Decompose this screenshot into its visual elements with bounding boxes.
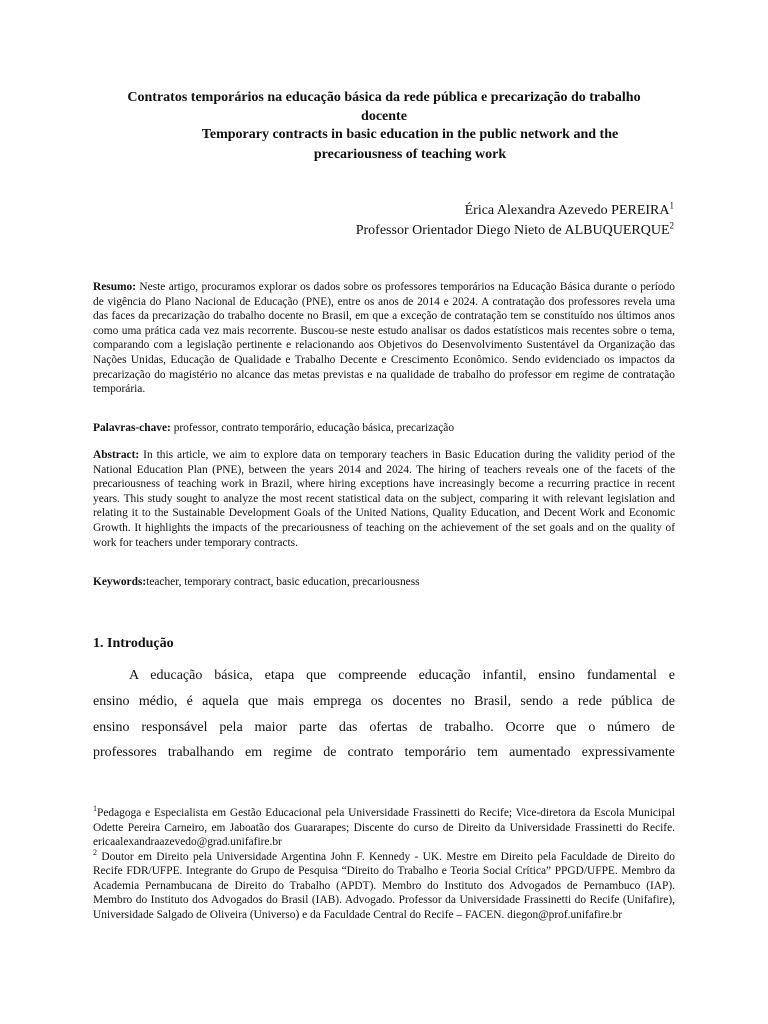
footnote-1 [93,806,675,850]
title-portuguese [93,88,675,126]
abstract-text: In this article, we aim to explore data on temporary teachers in Basic Education during the validity period of the National Education Plan (PNE), between the years 2014 and 2024. The hiring of teachers reveals one of the facets of the precariousness of teaching work in Brazil, where hiring exceptions have increasingly become a recurring practice in recent years. This study sought to analyze the most recent statistical data on the subject, comparing it with relevant legislation and relating it to the Sustainable Development Goals of the United Nations, Quality Education, and Decent Work and Economic Growth. It highlights the impacts of the precariousness of teaching on the achievement of the set goals and on the quality of work for teachers under temporary contracts. [93,449,676,549]
author-1-footnote-mark: 1 [669,200,674,211]
abstract-label: Abstract: [93,449,140,461]
body-line: professores trabalhando em regime de contrato temporário tem aumentado expressivamente [93,745,675,761]
keywords-label: Keywords: [93,576,147,588]
section-heading-introducao: 1. Introdução [93,636,174,651]
title-en-line2: precariousness of teaching work [313,147,507,162]
author-2-footnote-mark: 2 [669,220,674,231]
palavras-chave-text: professor, contrato temporário, educação básica, precarização [173,422,455,434]
footnote-2-text: Doutor em Direito pela Universidade Argentina John F. Kennedy - UK. Mestre em Direito pela Faculdade de Direito do Recife FDR/UFPE. Integrante do Grupo de Pesquisa “Direito do Trabalho e Teoria Social Crítica” PPGD/UFPE. Membro da Academia Pernambucana de Direito do Trabalho (APDT). Membro do Instituto dos Advogados de Pernambuco (IAP). Membro do Instituto dos Advogados do Brasil (IAB). Advogado. Professor da Universidade Frassinetti do Recife (Unifafire), Universidade Salgado de Oliveira (Universo) e da Faculdade Central do Recife – FACEN. diegon@prof.unifafire.br [93,850,675,921]
palavras-chave-label: Palavras-chave: [93,422,171,434]
title-pt-line1: Contratos temporários na educação básica da rede pública e precarização do trabalho [127,90,641,105]
footnote-1-mark: 1 [93,804,97,814]
body-line: ensino responsável pela maior parte das ofertas de trabalho. Ocorre que o número de [93,719,675,735]
keywords-text: teacher, temporary contract, basic education, precariousness [146,576,420,588]
body-line: ensino médio, é aquela que mais emprega os docentes no Brasil, sendo a rede pública de [93,693,675,709]
palavras-chave-paragraph [93,421,675,436]
author-1-name: Érica Alexandra Azevedo PEREIRA [464,203,670,218]
title-en-line1: Temporary contracts in basic education in the public network and the [201,127,619,142]
footnote-1-text: Pedagoga e Especialista em Gestão Educacional pela Universidade Frassinetti do Recife; Vice-diretora da Escola Municipal Odette Pereira Carneiro, em Jaboatão dos Guararapes; Discente do curso de Direito da Universidade Frassinetti do Recife. ericaalexandraazevedo@grad.unifafire.br [93,807,675,848]
footnote-2-mark: 2 [93,847,97,857]
author-1 [465,202,674,220]
keywords-paragraph [93,575,675,590]
footnotes [93,806,675,922]
body-line: A educação básica, etapa que compreende educação infantil, ensino fundamental e [129,668,675,683]
footnote-2 [93,847,675,923]
title-english [160,125,660,165]
title-pt-line2: docente [361,109,407,124]
abstract-paragraph [93,448,675,550]
introduction-body [93,663,675,766]
author-2-name: Professor Orientador Diego Nieto de ALBUQUERQUE [355,223,670,238]
resumo-text: Neste artigo, procuramos explorar os dados sobre os professores temporários na Educação Básica durante o período de vigência do Plano Nacional de Educação (PNE), entre os anos de 2014 e 2024. A contratação dos professores revela uma das faces da precarização do trabalho docente no Brasil, em que a exceção de contratação tem se constituído nos últimos anos como uma prática cada vez mais recorrente. Buscou-se neste estudo analisar os dados estatísticos mais recentes sobre o tema, comparando com a legislação pertinente e relacionando aos Objetivos do Desenvolvimento Sustentável da Organização das Nações Unidas, Educação de Qualidade e Trabalho Decente e Crescimento Econômico. Sendo evidenciado os impactos da precarização do magistério no alcance das metas previstas e na qualidade de trabalho do professor em regime de contratação temporária. [93,281,675,396]
author-2 [356,222,674,240]
resumo-label: Resumo: [93,281,137,293]
resumo-paragraph [93,280,675,397]
